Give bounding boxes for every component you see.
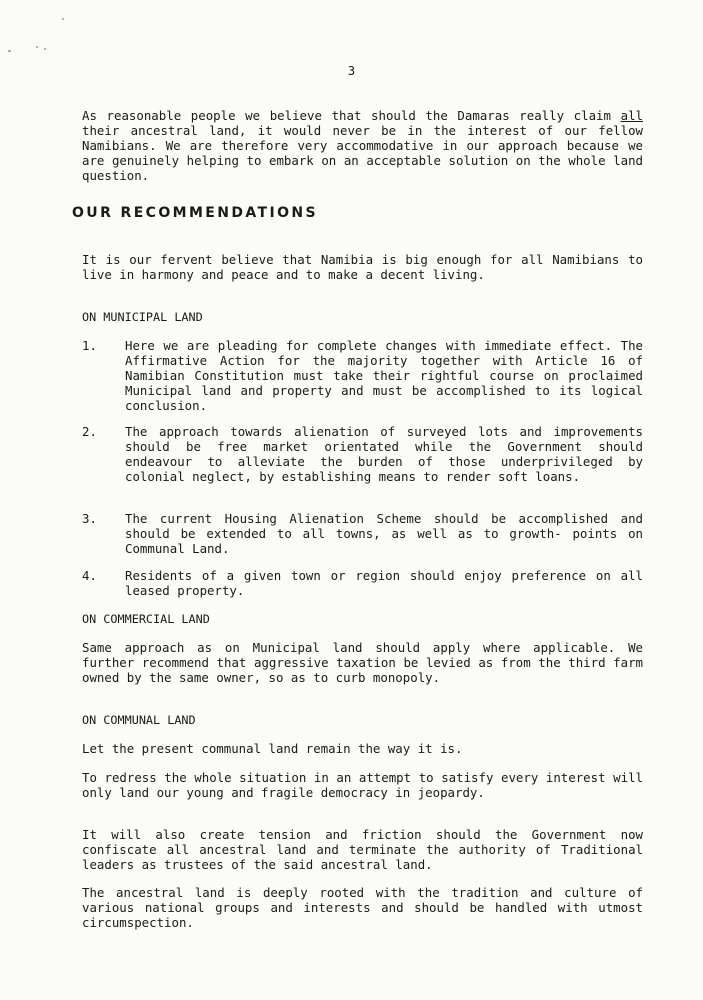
communal-land-title: ON COMMUNAL LAND — [82, 713, 196, 727]
item-text: Here we are pleading for complete changes with immediate effect. The Affirmative Action for the majority together with Article 16 of Namibian Constitution must take their rightful course on proclaimed Municipal land and property and must be accomplished to its logical conclusion. — [125, 338, 643, 413]
communal-paragraph: It will also create tension and friction should the Government now confiscate all ancestral land and terminate the authority of Traditional leaders as trustees of the said ancestral land. — [82, 827, 643, 872]
list-item — [82, 511, 643, 556]
item-text: The approach towards alienation of surveyed lots and improvements should be free market orientated while the Government should endeavour to alleviate the burden of those underprivileged by colonial neglect, by establishing means to render soft loans. — [125, 424, 643, 484]
scan-speck — [8, 50, 11, 52]
item-number: 4. — [82, 568, 97, 583]
item-text: The current Housing Alienation Scheme should be accomplished and should be extended to all towns, as well as to growth- points on Communal Land. — [125, 511, 643, 556]
scan-speck — [44, 48, 46, 50]
list-item — [82, 424, 643, 484]
municipal-land-title: ON MUNICIPAL LAND — [82, 310, 203, 324]
intro-paragraph — [82, 108, 643, 183]
commercial-land-title: ON COMMERCIAL LAND — [82, 612, 210, 626]
list-item — [82, 568, 643, 598]
item-number: 3. — [82, 511, 97, 526]
communal-paragraph: Let the present communal land remain the way it is. — [82, 741, 463, 756]
intro-underlined-word: all — [620, 108, 643, 123]
item-number: 2. — [82, 424, 97, 439]
intro-text-end: their ancestral land, it would never be in the interest of our fellow Namibians. We are therefore very accommodative in our approach because we are genuinely helping to embark on an acceptable solution on the whole land question. — [82, 123, 643, 183]
opening-paragraph: It is our fervent believe that Namibia is big enough for all Namibians to live in harmony and peace and to make a decent living. — [82, 252, 643, 282]
communal-paragraph: The ancestral land is deeply rooted with the tradition and culture of various national groups and interests and should be handled with utmost circumspection. — [82, 885, 643, 930]
communal-paragraph: To redress the whole situation in an attempt to satisfy every interest will only land our young and fragile democracy in jeopardy. — [82, 770, 643, 800]
page-number: 3 — [347, 64, 356, 78]
item-text: Residents of a given town or region should enjoy preference on all leased property. — [125, 568, 643, 598]
list-item — [82, 338, 643, 413]
scan-speck — [62, 18, 64, 20]
commercial-paragraph: Same approach as on Municipal land should apply where applicable. We further recommend that aggressive taxation be levied as from the third farm owned by the same owner, so as to curb monopoly. — [82, 640, 643, 685]
item-number: 1. — [82, 338, 97, 353]
intro-text-start: As reasonable people we believe that should the Damaras really claim — [82, 108, 621, 123]
scan-speck — [36, 46, 38, 48]
section-heading: OUR RECOMMENDATIONS — [72, 205, 319, 221]
